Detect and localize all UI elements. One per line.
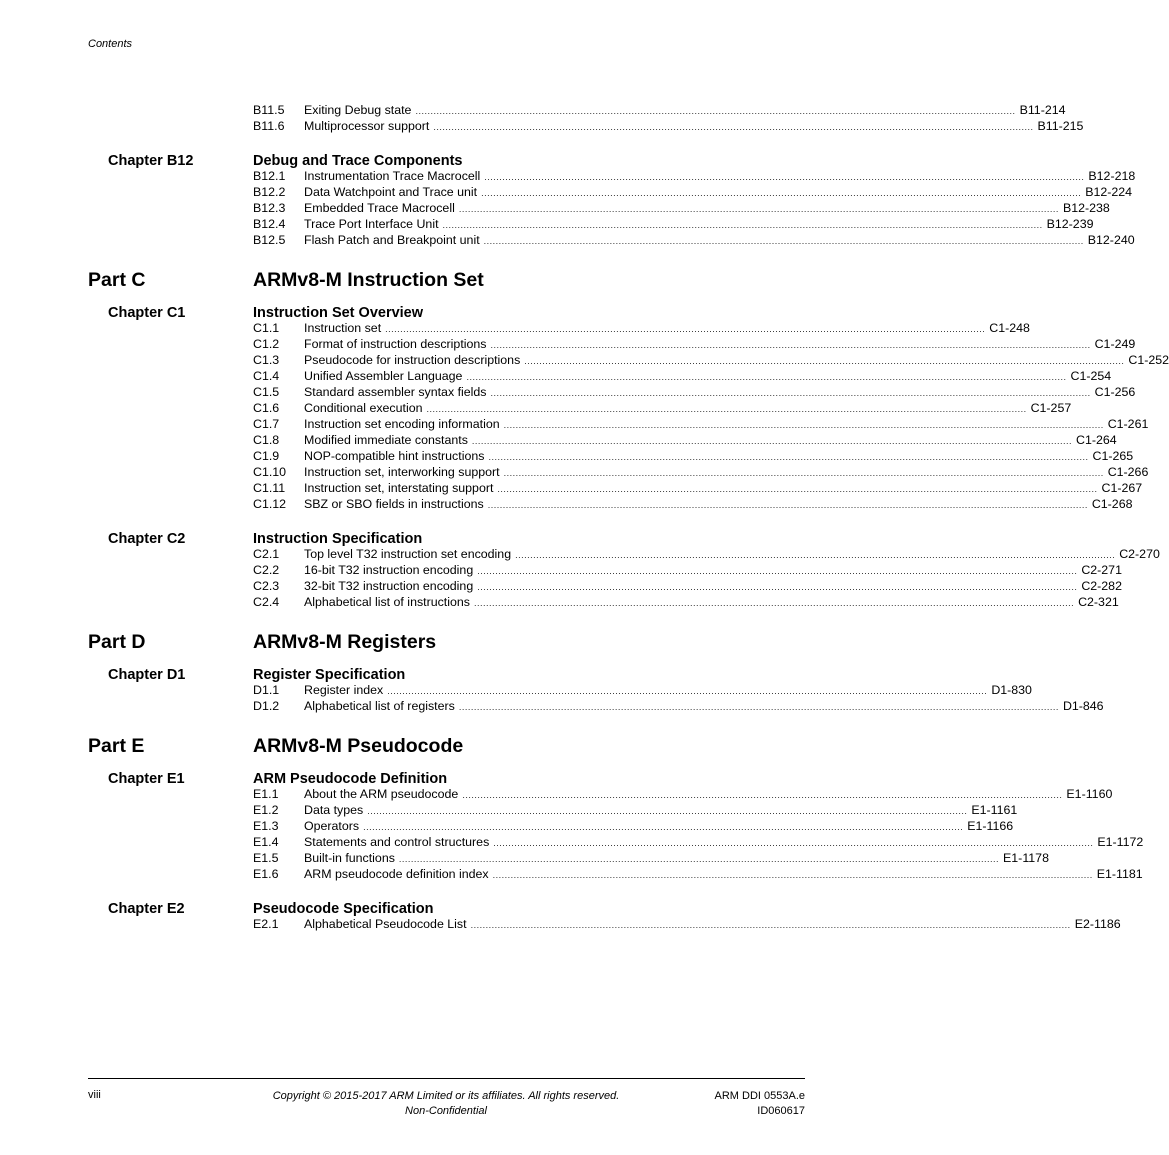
section-number: C1.9 [253,449,280,463]
page-reference: C2-321 [1078,595,1119,609]
footer-divider [88,1078,805,1079]
section-number: C1.5 [253,385,280,399]
dot-leader: ........................................................................................................................................................................................................ [363,822,964,832]
dot-leader: ........................................................................................................................................................................................................ [367,806,968,816]
section-title: Alphabetical list of registers [304,699,455,713]
section-title: ARM pseudocode definition index [304,867,489,881]
part-title[interactable]: ARMv8-M Registers [253,631,437,653]
toc-entry[interactable] [253,200,1110,216]
dot-leader: ........................................................................................................................................................................................................ [483,236,1084,246]
toc-entry[interactable] [253,562,1122,578]
dot-leader: ........................................................................................................................................................................................................ [387,686,988,696]
dot-leader: ........................................................................................................................................................................................................ [398,854,1000,864]
dot-leader: ........................................................................................................................................................................................................ [385,324,986,334]
section-number: C1.6 [253,401,280,415]
toc-entry[interactable] [253,216,1094,232]
part-title[interactable]: ARMv8-M Pseudocode [253,735,464,757]
section-title: Exiting Debug state [304,103,412,117]
section-title: About the ARM pseudocode [304,787,459,801]
section-number: E1.4 [253,835,279,849]
dot-leader: ........................................................................................................................................................................................................ [515,550,1116,560]
dot-leader: ........................................................................................................................................................................................................ [477,566,1078,576]
toc-entry[interactable] [253,850,1049,866]
dot-leader: ........................................................................................................................................................................................................ [466,372,1067,382]
page-reference: C2-271 [1081,563,1122,577]
section-title: Operators [304,819,360,833]
section-number: C2.2 [253,563,280,577]
page-reference: E1-1181 [1096,867,1143,881]
page-reference: C1-248 [989,321,1030,335]
section-title: Instruction set, interstating support [304,481,494,495]
section-title: Instruction set, interworking support [304,465,500,479]
page-reference: B11-214 [1019,103,1066,117]
chapter-label: Chapter C2 [108,531,186,547]
toc-entry[interactable] [253,184,1133,200]
chapter-title[interactable]: Debug and Trace Components [253,153,463,169]
page-reference: B12-238 [1062,201,1110,215]
section-number: E1.5 [253,851,279,865]
section-number: C1.10 [253,465,287,479]
section-number: C2.3 [253,579,280,593]
section-number: B11.6 [253,119,285,133]
page-reference: B11-215 [1037,119,1084,133]
section-title: Statements and control structures [304,835,490,849]
toc-entry[interactable] [253,448,1134,464]
page-reference: B12-218 [1088,169,1136,183]
section-title: 16-bit T32 instruction encoding [304,563,474,577]
section-title: Alphabetical Pseudocode List [304,917,467,931]
section-number: D1.1 [253,683,280,697]
page-reference: C1-265 [1092,449,1134,463]
toc-entry[interactable] [253,786,1113,802]
section-number: C1.8 [253,433,280,447]
issue-id: ID060617 [757,1105,805,1117]
section-number: B12.2 [253,185,286,199]
dot-leader: ........................................................................................................................................................................................................ [473,598,1075,608]
page-reference: C1-249 [1094,337,1136,351]
section-number: C2.1 [253,547,280,561]
chapter-label: Chapter D1 [108,667,186,683]
dot-leader: ........................................................................................................................................................................................................ [481,188,1082,198]
toc-entry[interactable] [253,834,1144,850]
section-title: Modified immediate constants [304,433,468,447]
dot-leader: ........................................................................................................................................................................................................ [470,920,1071,930]
page-reference: E1-1166 [967,819,1014,833]
page-reference: C1-252 [1128,353,1169,367]
chapter-label: Chapter E2 [108,901,185,917]
copyright-notice: Copyright © 2015-2017 ARM Limited or its affiliates. All rights reserved. [272,1090,620,1102]
running-header: Contents [88,38,133,50]
page-number: viii [88,1089,101,1101]
toc-entry[interactable] [253,480,1143,496]
section-title: Multiprocessor support [304,119,430,133]
section-title: NOP-compatible hint instructions [304,449,485,463]
chapter-title[interactable]: Instruction Set Overview [253,305,424,321]
page-reference: B12-240 [1087,233,1135,247]
section-title: Unified Assembler Language [304,369,463,383]
dot-leader: ........................................................................................................................................................................................................ [458,204,1059,214]
chapter-title[interactable]: Register Specification [253,667,406,683]
section-number: B12.1 [253,169,286,183]
section-title: Conditional execution [304,401,423,415]
part-label: Part E [88,735,145,757]
section-title: Format of instruction descriptions [304,337,487,351]
toc-entry[interactable] [253,118,1084,134]
toc-entry[interactable] [253,336,1136,352]
section-number: E2.1 [253,917,279,931]
page-reference: C2-282 [1081,579,1122,593]
page-reference: E1-1172 [1097,835,1144,849]
toc-entry[interactable] [253,698,1104,714]
dot-leader: ........................................................................................................................................................................................................ [471,436,1073,446]
section-number: B12.3 [253,201,286,215]
section-title: 32-bit T32 instruction encoding [304,579,474,593]
page-reference: D1-830 [991,683,1032,697]
toc-entry[interactable] [253,384,1136,400]
part-label: Part D [88,631,146,653]
page-reference: C1-261 [1107,417,1149,431]
page-reference: C1-256 [1094,385,1136,399]
toc-entry[interactable] [253,416,1149,432]
section-number: C1.7 [253,417,280,431]
page-reference: E1-1178 [1003,851,1049,865]
document-id: ARM DDI 0553A.e [714,1090,805,1102]
footer-legal [246,1089,646,1119]
section-number: B12.5 [253,233,286,247]
section-number: C2.4 [253,595,280,609]
section-number: D1.2 [253,699,280,713]
toc-entry[interactable] [253,802,1018,818]
section-number: C1.11 [253,481,286,495]
dot-leader: ........................................................................................................................................................................................................ [488,452,1089,462]
toc-entry[interactable] [253,400,1072,416]
toc-entry[interactable] [253,232,1135,248]
part-title[interactable]: ARMv8-M Instruction Set [253,269,484,291]
dot-leader: ........................................................................................................................................................................................................ [524,356,1125,366]
toc-entry[interactable] [253,168,1136,184]
page-reference: C1-254 [1070,369,1112,383]
section-number: E1.3 [253,819,279,833]
toc-entry[interactable] [253,496,1133,512]
page-reference: C1-268 [1091,497,1133,511]
dot-leader: ........................................................................................................................................................................................................ [490,388,1091,398]
section-title: Register index [304,683,384,697]
dot-leader: ........................................................................................................................................................................................................ [458,702,1059,712]
section-number: C1.2 [253,337,280,351]
toc-entry[interactable] [253,102,1066,118]
part-label: Part C [88,269,146,291]
dot-leader: ........................................................................................................................................................................................................ [503,468,1104,478]
toc-entry[interactable] [253,916,1121,932]
section-number: B12.4 [253,217,286,231]
dot-leader: ........................................................................................................................................................................................................ [426,404,1027,414]
section-number: B11.5 [253,103,285,117]
chapter-label: Chapter B12 [108,153,194,169]
section-title: Standard assembler syntax fields [304,385,487,399]
page-reference: B12-239 [1046,217,1094,231]
chapter-title[interactable]: ARM Pseudocode Definition [253,771,448,787]
section-title: Instrumentation Trace Macrocell [304,169,481,183]
page-reference: C1-267 [1101,481,1143,495]
chapter-title[interactable]: Pseudocode Specification [253,901,434,917]
section-number: C1.4 [253,369,280,383]
toc-entry[interactable] [253,320,1030,336]
chapter-label: Chapter E1 [108,771,185,787]
section-title: Instruction set [304,321,382,335]
chapter-label: Chapter C1 [108,305,186,321]
dot-leader: ........................................................................................................................................................................................................ [490,340,1091,350]
page-reference: E1-1161 [971,803,1018,817]
section-title: Data types [304,803,364,817]
section-number: C1.12 [253,497,287,511]
section-title: Top level T32 instruction set encoding [304,547,512,561]
page-reference: C2-270 [1119,547,1160,561]
dot-leader: ........................................................................................................................................................................................................ [493,838,1094,848]
toc-entry[interactable] [253,432,1117,448]
page-reference: B12-224 [1085,185,1133,199]
toc-entry[interactable] [253,578,1122,594]
dot-leader: ........................................................................................................................................................................................................ [497,484,1098,494]
toc-entry[interactable] [253,352,1169,368]
confidentiality-notice: Non-Confidential [405,1105,487,1117]
dot-leader: ........................................................................................................................................................................................................ [442,220,1043,230]
dot-leader: ........................................................................................................................................................................................................ [503,420,1104,430]
toc-entry[interactable] [253,682,1032,698]
page-reference: E2-1186 [1074,917,1121,931]
dot-leader: ........................................................................................................................................................................................................ [492,870,1093,880]
dot-leader: ........................................................................................................................................................................................................ [462,790,1063,800]
section-number: E1.1 [253,787,279,801]
section-number: C1.1 [253,321,280,335]
section-title: Built-in functions [304,851,395,865]
toc-entry[interactable] [253,464,1149,480]
toc-entry[interactable] [253,866,1143,882]
toc-entry[interactable] [253,818,1014,834]
section-title: Flash Patch and Breakpoint unit [304,233,480,247]
page-reference: C1-264 [1076,433,1117,447]
section-title: Pseudocode for instruction descriptions [304,353,521,367]
toc-entry[interactable] [253,594,1119,610]
dot-leader: ........................................................................................................................................................................................................ [477,582,1078,592]
page-reference: C1-266 [1107,465,1149,479]
toc-entry[interactable] [253,546,1160,562]
footer-doc-info [715,1089,805,1119]
dot-leader: ........................................................................................................................................................................................................ [487,500,1088,510]
section-title: Instruction set encoding information [304,417,500,431]
section-number: E1.6 [253,867,279,881]
chapter-title[interactable]: Instruction Specification [253,531,423,547]
section-title: SBZ or SBO fields in instructions [304,497,484,511]
dot-leader: ........................................................................................................................................................................................................ [415,106,1016,116]
page-reference: E1-1160 [1066,787,1113,801]
page-reference: D1-846 [1062,699,1104,713]
dot-leader: ........................................................................................................................................................................................................ [484,172,1085,182]
section-title: Trace Port Interface Unit [304,217,439,231]
section-number: C1.3 [253,353,280,367]
dot-leader: ........................................................................................................................................................................................................ [433,122,1034,132]
section-title: Alphabetical list of instructions [304,595,470,609]
section-title: Embedded Trace Macrocell [304,201,455,215]
page-reference: C1-257 [1030,401,1072,415]
section-title: Data Watchpoint and Trace unit [304,185,478,199]
toc-entry[interactable] [253,368,1112,384]
section-number: E1.2 [253,803,279,817]
